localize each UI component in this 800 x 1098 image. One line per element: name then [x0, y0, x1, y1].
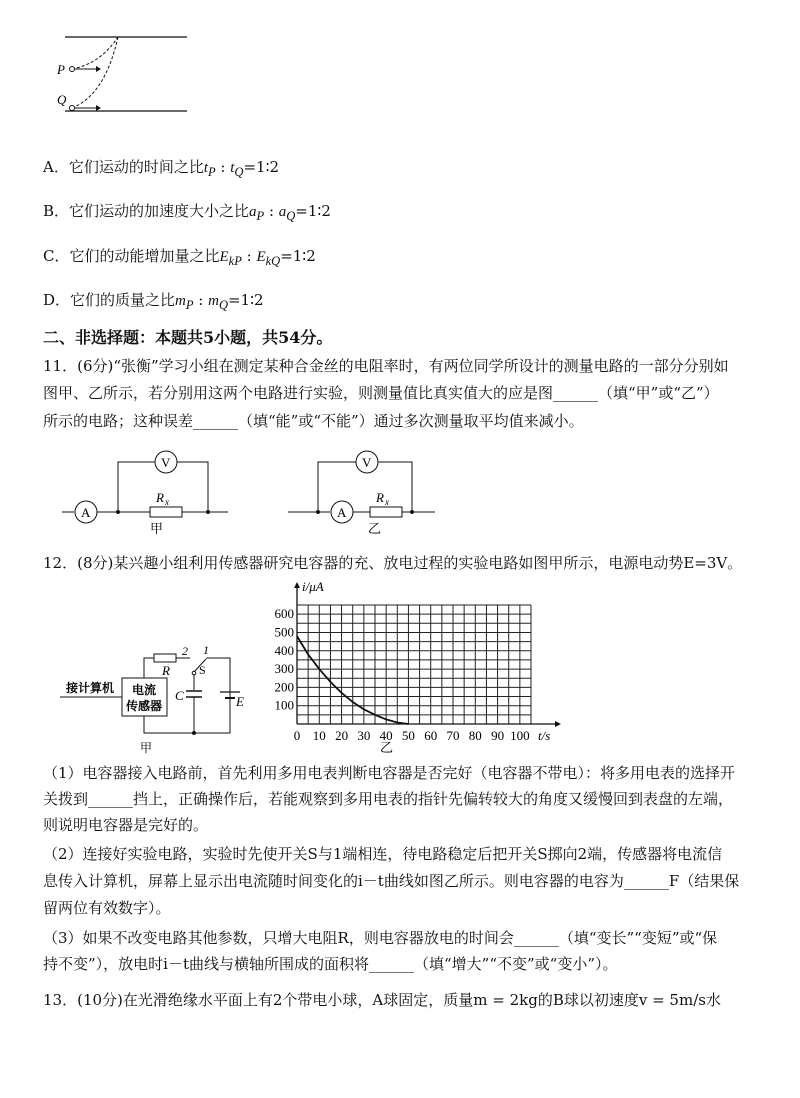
y-tick-label: 200: [274, 679, 294, 695]
x-tick-label: 90: [491, 728, 505, 743]
svg-text:V: V: [161, 455, 171, 470]
x-tick-label: 20: [335, 728, 349, 743]
option-a[interactable]: A．它们运动的时间之比$t_P$ : $t_Q=1∶2$: [43, 158, 280, 179]
label-p: P: [57, 62, 65, 77]
q12-part1-line: （1）电容器接入电路前，首先利用多用电表判断电容器是否完好（电容器不带电）：将多用电表的选择开: [43, 764, 736, 782]
svg-text:2: 2: [182, 644, 188, 658]
svg-text:乙: 乙: [368, 521, 382, 536]
svg-text:电流: 电流: [132, 683, 157, 697]
x-tick-label: 70: [446, 728, 460, 743]
x-tick-label: 60: [424, 728, 438, 743]
y-axis-arrow: [294, 582, 300, 588]
svg-text:传感器: 传感器: [126, 699, 163, 713]
y-tick-label: 100: [274, 697, 294, 713]
section-heading: 二、非选择题：本题共5小题，共54分。: [43, 328, 333, 347]
svg-text:接计算机: 接计算机: [66, 681, 115, 695]
q13-text: 13．(10分)在光滑绝缘水平面上有2个带电小球，A球固定，质量m = 2kg的B球以初速度v = 5m/s水: [43, 991, 721, 1009]
x-tick-label: 100: [510, 728, 530, 743]
x-tick-label: 0: [293, 728, 301, 743]
x-tick-label: 30: [357, 728, 371, 743]
svg-text:1: 1: [203, 643, 209, 657]
chart-caption: 乙: [380, 740, 394, 755]
x-tick-label: 40: [379, 728, 393, 743]
svg-text:A: A: [81, 505, 91, 520]
option-b[interactable]: B．它们运动的加速度大小之比$a_P$ : $a_Q=1∶2$: [43, 202, 331, 223]
option-d[interactable]: D．它们的质量之比$m_P$ : $m_Q=1∶2$: [43, 291, 264, 312]
q12-part1-line: 关拨到______挡上，正确操作后，若能观察到多用电表的指针先偏转较大的角度又缓慢回到表盘的左端，: [43, 790, 734, 808]
svg-text:x: x: [385, 497, 389, 507]
q12-part3-line: （3）如果不改变电路其他参数，只增大电阻R，则电容器放电的时间会______（填“变长”“变短”或“保: [43, 929, 718, 947]
x-axis-label: t/s: [538, 728, 551, 743]
y-tick-label: 500: [274, 624, 294, 640]
svg-text:V: V: [362, 455, 372, 470]
y-axis-label: i/μA: [302, 579, 324, 594]
label-q: Q: [57, 92, 67, 107]
svg-text:R: R: [156, 490, 164, 505]
x-tick-label: 10: [312, 728, 326, 743]
q11-line: 所示的电路；这种误差______（填“能”或“不能”）通过多次测量取平均值来减小。: [43, 412, 584, 430]
y-tick-label: 300: [274, 661, 294, 677]
svg-text:x: x: [165, 497, 169, 507]
q12-part3-line: 持不变”），放电时i－t曲线与横轴所围成的面积将______（填“增大”“不变”或“变小”）。: [43, 955, 618, 973]
q12-part2-line: 息传入计算机，屏幕上显示出电流随时间变化的i－t曲线如图乙所示。则电容器的电容为______F（结果保: [43, 872, 740, 890]
q12-part1-line: 则说明电容器是完好的。: [43, 816, 209, 834]
svg-text:S: S: [199, 663, 206, 677]
x-axis-arrow: [555, 721, 561, 727]
q12-part2-line: （2）连接好实验电路，实验时先使开关S与1端相连，待电路稳定后把开关S掷向2端，传感器将电流信: [43, 845, 723, 863]
svg-text:A: A: [337, 505, 347, 520]
y-tick-label: 400: [274, 642, 294, 658]
svg-text:R: R: [376, 490, 384, 505]
option-c[interactable]: C．它们的动能增加量之比$E_{kP}$ : $E_{kQ}=1∶2$: [43, 247, 316, 268]
svg-text:甲: 甲: [140, 741, 153, 755]
q11-line: 11．(6分)“张衡”学习小组在测定某种合金丝的电阻率时，有两位同学所设计的测量电路的一部分分别如: [43, 357, 729, 375]
q12-part2-line: 留两位有效数字）。: [43, 899, 171, 917]
svg-text:E: E: [236, 694, 244, 709]
svg-text:甲: 甲: [150, 521, 164, 536]
svg-text:R: R: [162, 663, 170, 678]
q11-line: 图甲、乙所示，若分别用这两个电路进行实验，则测量值比真实值大的应是图______（填“甲”或“乙”）: [43, 384, 719, 402]
x-tick-label: 50: [401, 728, 415, 743]
svg-text:C: C: [175, 688, 184, 703]
q12-intro: 12．(8分)某兴趣小组利用传感器研究电容器的充、放电过程的实验电路如图甲所示，电源电动势E=3V。: [43, 554, 743, 572]
x-tick-label: 80: [468, 728, 482, 743]
y-tick-label: 600: [274, 606, 294, 622]
